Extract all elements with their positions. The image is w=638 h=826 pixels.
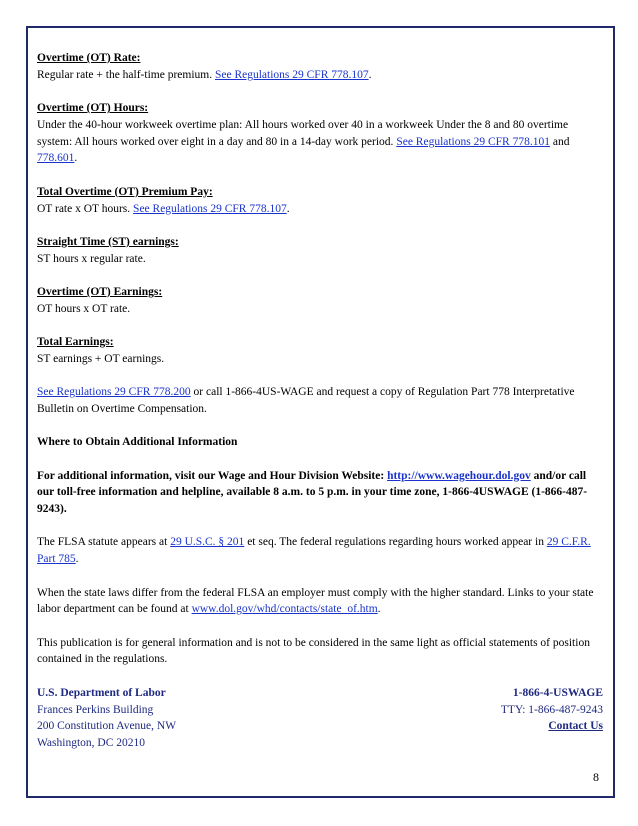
total-earnings-heading: Total Earnings:: [37, 336, 114, 349]
state-laws: [37, 585, 603, 619]
document-body: [37, 50, 603, 755]
state-laws-text: When the state laws differ from the federal FLSA an employer must comply with the higher standard. Links to your state labor department can be found at: [37, 586, 594, 616]
ot-hours-heading: Overtime (OT) Hours:: [37, 102, 149, 115]
footer: [37, 685, 603, 755]
regulation-note: [37, 384, 603, 418]
ot-rate-heading: Overtime (OT) Rate:: [37, 52, 141, 64]
ot-hours-text: Under the 40-hour workweek overtime plan: All hours worked over 40 in a workweek Under the 8 and 80 overtime system: All hours worked over eight in a day and 80 in a 14-day work period.: [37, 118, 569, 148]
cfr-785-link[interactable]: 29 C.F.R. Part 785: [37, 536, 591, 566]
additional-info: [37, 468, 603, 518]
flsa-text-1: The FLSA statute appears at: [37, 536, 171, 549]
total-ot-premium-heading: Total Overtime (OT) Premium Pay:: [37, 185, 213, 198]
ot-rate-regulation-link[interactable]: See Regulations 29 CFR 778.107: [214, 68, 369, 81]
ot-hours-tail: .: [74, 152, 78, 165]
ot-rate-tail: .: [368, 68, 372, 81]
flsa-tail: .: [75, 553, 79, 566]
footer-contact: [501, 685, 603, 735]
total-earnings-text: ST earnings + OT earnings.: [37, 352, 165, 365]
usc-201-link[interactable]: 29 U.S.C. § 201: [170, 536, 245, 549]
st-earnings-section: [37, 234, 603, 268]
footer-street: 200 Constitution Avenue, NW: [37, 720, 177, 733]
total-ot-premium-section: [37, 184, 603, 218]
footer-phone: 1-866-4-USWAGE: [512, 686, 603, 699]
ot-hours-section: [37, 100, 603, 167]
ot-hours-regulation-link-1[interactable]: See Regulations 29 CFR 778.101: [396, 135, 550, 148]
wagehour-website-link[interactable]: http://www.wagehour.dol.gov: [387, 469, 531, 482]
total-earnings-section: [37, 334, 603, 368]
flsa-statute: [37, 534, 603, 568]
flsa-text-2: et seq. The federal regulations regarding hours worked appear in: [244, 536, 547, 549]
total-ot-premium-text: OT rate x OT hours.: [37, 202, 134, 215]
state-laws-tail: .: [377, 603, 381, 616]
contact-us-link[interactable]: Contact Us: [548, 720, 603, 733]
ot-earnings-section: [37, 284, 603, 318]
ot-rate-text: Regular rate + the half-time premium.: [37, 68, 215, 81]
total-ot-premium-tail: .: [286, 202, 290, 215]
st-earnings-text: ST hours x regular rate.: [37, 252, 146, 265]
footer-org: U.S. Department of Labor: [37, 686, 166, 699]
footer-tty: TTY: 1-866-487-9243: [500, 703, 603, 716]
ot-rate-section: [37, 50, 603, 84]
additional-info-text-2: and/or call our toll-free information and helpline, available 8 a.m. to 5 p.m. in your time zone, 1-866-4USWAGE (1-866-487-9243).: [37, 469, 588, 516]
footer-building: Frances Perkins Building: [37, 703, 154, 716]
where-heading: Where to Obtain Additional Information: [37, 436, 238, 449]
total-ot-premium-regulation-link[interactable]: See Regulations 29 CFR 778.107: [133, 202, 287, 215]
ot-earnings-heading: Overtime (OT) Earnings:: [37, 285, 163, 298]
footer-address: [37, 685, 176, 752]
disclaimer: This publication is for general information and is not to be considered in the same light as official statements of position contained in the regulations.: [37, 636, 590, 666]
footer-city: Washington, DC 20210: [37, 737, 146, 750]
state-contacts-link[interactable]: www.dol.gov/whd/contacts/state_of.htm: [191, 603, 378, 616]
page-number: 8: [593, 770, 599, 784]
regulation-note-text: or call 1-866-4US-WAGE and request a copy of Regulation Part 778 Interpretative Bulletin on Overtime Compensation.: [37, 386, 575, 415]
st-earnings-heading: Straight Time (ST) earnings:: [37, 235, 179, 248]
ot-earnings-text: OT hours x OT rate.: [37, 302, 131, 315]
ot-hours-regulation-link-2[interactable]: 778.601: [37, 152, 75, 165]
additional-info-text-1: For additional information, visit our Wage and Hour Division Website:: [37, 469, 388, 482]
ot-hours-mid: and: [549, 135, 570, 148]
regulation-778-200-link[interactable]: See Regulations 29 CFR 778.200: [37, 386, 191, 399]
